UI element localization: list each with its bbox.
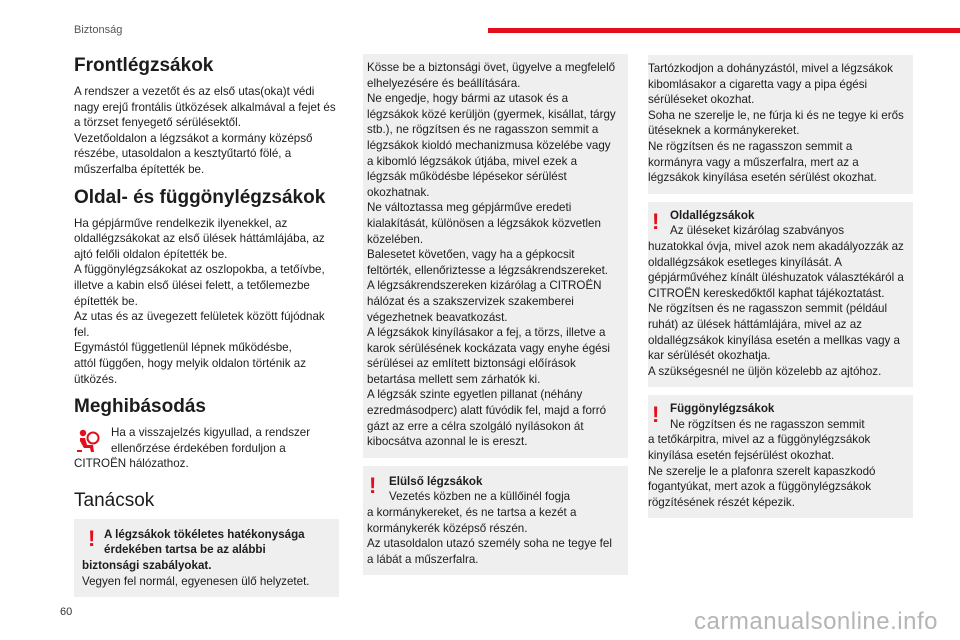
watermark: carmanualsonline.info bbox=[694, 608, 938, 635]
heading-advice: Tanácsok bbox=[74, 489, 155, 511]
header-accent-bar bbox=[488, 28, 960, 33]
warning-icon: ! bbox=[369, 472, 377, 498]
text-front-airbags: A rendszer a vezetőt és az első utas(oka)t védi nagy erejű frontális ütközések alkalmával a fejet és a törzset fenyegető sérülésektől. Vezetőoldalon a légzsákot a kormány középső részébe, utasoldalon a kesztyűtartó fölé, a műszerfalba építették be. bbox=[74, 85, 336, 176]
text-side-airbags: Ha gépjárműve rendelkezik ilyenekkel, az oldallégzsákokat az első ülések háttámlájába, az ajtó felőli oldalon építették be. A függönylégzsákokat az oszlopokba, a tetőívbe, illetve a kabin első ülései felett, a tetőlemezbe építették be. Az utas és az üvegezett felületek között fújódnak fel. Egymástól függetlenül lépnek működésbe, attól függően, hogy melyik oldalon történik az ütközés. bbox=[74, 216, 325, 386]
fault-text-indent: Ha a visszajelzés kigyullad, a rendszer ellenőrzése érdekében forduljon a bbox=[111, 426, 311, 455]
warning-icon: ! bbox=[88, 525, 96, 551]
warning-title-rest: biztonsági szabályokat. bbox=[82, 559, 212, 573]
curtain-warning-first: Ne rögzítsen és ne ragasszon semmit bbox=[670, 417, 865, 431]
heading-side-airbags: Oldal- és függönylégzsákok bbox=[74, 186, 326, 208]
front-warning-rest: a kormánykereket, és ne tartsa a kezét a kormánykerék középső részén. Az utasoldalon utazó személy soha ne tegye fel a lábát a műszerfalra. bbox=[367, 506, 612, 566]
side-airbag-warning-box bbox=[648, 202, 913, 388]
curtain-airbag-warning-box bbox=[648, 395, 913, 518]
page-number: 60 bbox=[60, 606, 73, 618]
column-2 bbox=[363, 54, 628, 575]
section-label: Biztonság bbox=[74, 24, 123, 36]
curtain-warning-title: Függönylégzsákok bbox=[670, 402, 775, 416]
warning-icon: ! bbox=[652, 402, 660, 428]
safety-rules-text: Kösse be a biztonsági övet, ügyelve a megfelelő elhelyezésére és beállítására. Ne engedje, hogy bármi az utasok és a légzsákok közé kerüljön (gyermek, kisállat, tárgy stb.), ne rögzítsen és ne ragasszon semmit a légzsákok kioldó mechanizmusa közelébe vagy a kibomló légzsákok útjába, mivel ezek a légzsák működésbe lépésekor sérülést okozhatnak. Ne változtassa meg gépjárműve eredeti kialakítását, különösen a légzsákok közvetlen közelében. Balesetet követően, vagy ha a gépkocsit feltörték, ellenőriztesse a légzsákrendszereket. A légzsákrendszereken kizárólag a CITROËN hálózat és a szakszervizek szakemberei végezhetnek beavatkozást. A légzsákok kinyílásakor a fej, a törzs, illetve a karok sérülésének kockázata vagy enyhe égési sérülései az említett biztonsági előírások betartása mellett sem zárhatók ki. A légzsák szinte egyetlen pillanat (néhány ezredmásodperc) alatt fúvódik fel, majd a forró gázt az erre a célra szolgáló nyílásokon át kibocsátva azonnal le is ereszt. bbox=[367, 61, 616, 449]
fault-text-rest: CITROËN hálózathoz. bbox=[74, 457, 189, 471]
front-warning-first: Vezetés közben ne a küllőinél fogja bbox=[389, 490, 571, 504]
front-warning-title: Elülső légzsákok bbox=[389, 474, 483, 488]
side-warning-title: Oldallégzsákok bbox=[670, 208, 755, 222]
curtain-warning-rest: a tetőkárpitra, mivel az a függönylégzsákok kinyílása esetén fejsérülést okozhat. Ne szerelje le a plafonra szerelt kapaszkodó fogantyúkat, mert azok a függönylégzsákok rögzítésének részét képezik. bbox=[648, 433, 876, 509]
column-3 bbox=[648, 55, 913, 518]
fault-paragraph bbox=[74, 425, 339, 472]
side-warning-rest: huzatokkal óvja, mivel azok nem akadályozzák az oldallégzsákok esetleges kinyílását. A gépjárművéhez kínált üléshuzatok választékáról a CITROËN kereskedőktől kaphat tájékoztatást. Ne rögzítsen és ne ragasszon semmit (például ruhát) az ülések háttámlájára, mivel az az oldallégzsákok kinyílása esetén a mellkas vagy a kar sérülését okozhatja. A szükségesnél ne üljön közelebb az ajtóhoz. bbox=[648, 239, 904, 378]
smoking-box bbox=[648, 55, 913, 194]
side-warning-first: Az üléseket kizárólag szabványos bbox=[670, 224, 844, 238]
safety-rules-box bbox=[363, 54, 628, 458]
column-1 bbox=[74, 55, 339, 597]
advice-warning-box bbox=[74, 519, 339, 597]
front-airbag-warning-box bbox=[363, 466, 628, 576]
heading-fault: Meghibásodás bbox=[74, 396, 206, 418]
airbag-warning-icon bbox=[74, 427, 102, 455]
smoking-text: Tartózkodjon a dohányzástól, mivel a légzsákok kibomlásakor a cigaretta vagy a pipa égési sérüléseket okozhat. Soha ne szerelje le, ne fúrja ki és ne tegye ki erős ütéseknek a kormánykereket. Ne rögzítsen és ne ragasszon semmit a kormányra vagy a műszerfalra, mert az a légzsákok kinyílása esetén sérülést okozhat. bbox=[648, 62, 904, 185]
warning-text: Vegyen fel normál, egyenesen ülő helyzetet. bbox=[82, 574, 310, 588]
heading-front-airbags: Frontlégzsákok bbox=[74, 55, 214, 76]
warning-title: A légzsákok tökéletes hatékonysága érdekében tartsa be az alábbi bbox=[104, 527, 305, 557]
warning-icon: ! bbox=[652, 208, 660, 234]
